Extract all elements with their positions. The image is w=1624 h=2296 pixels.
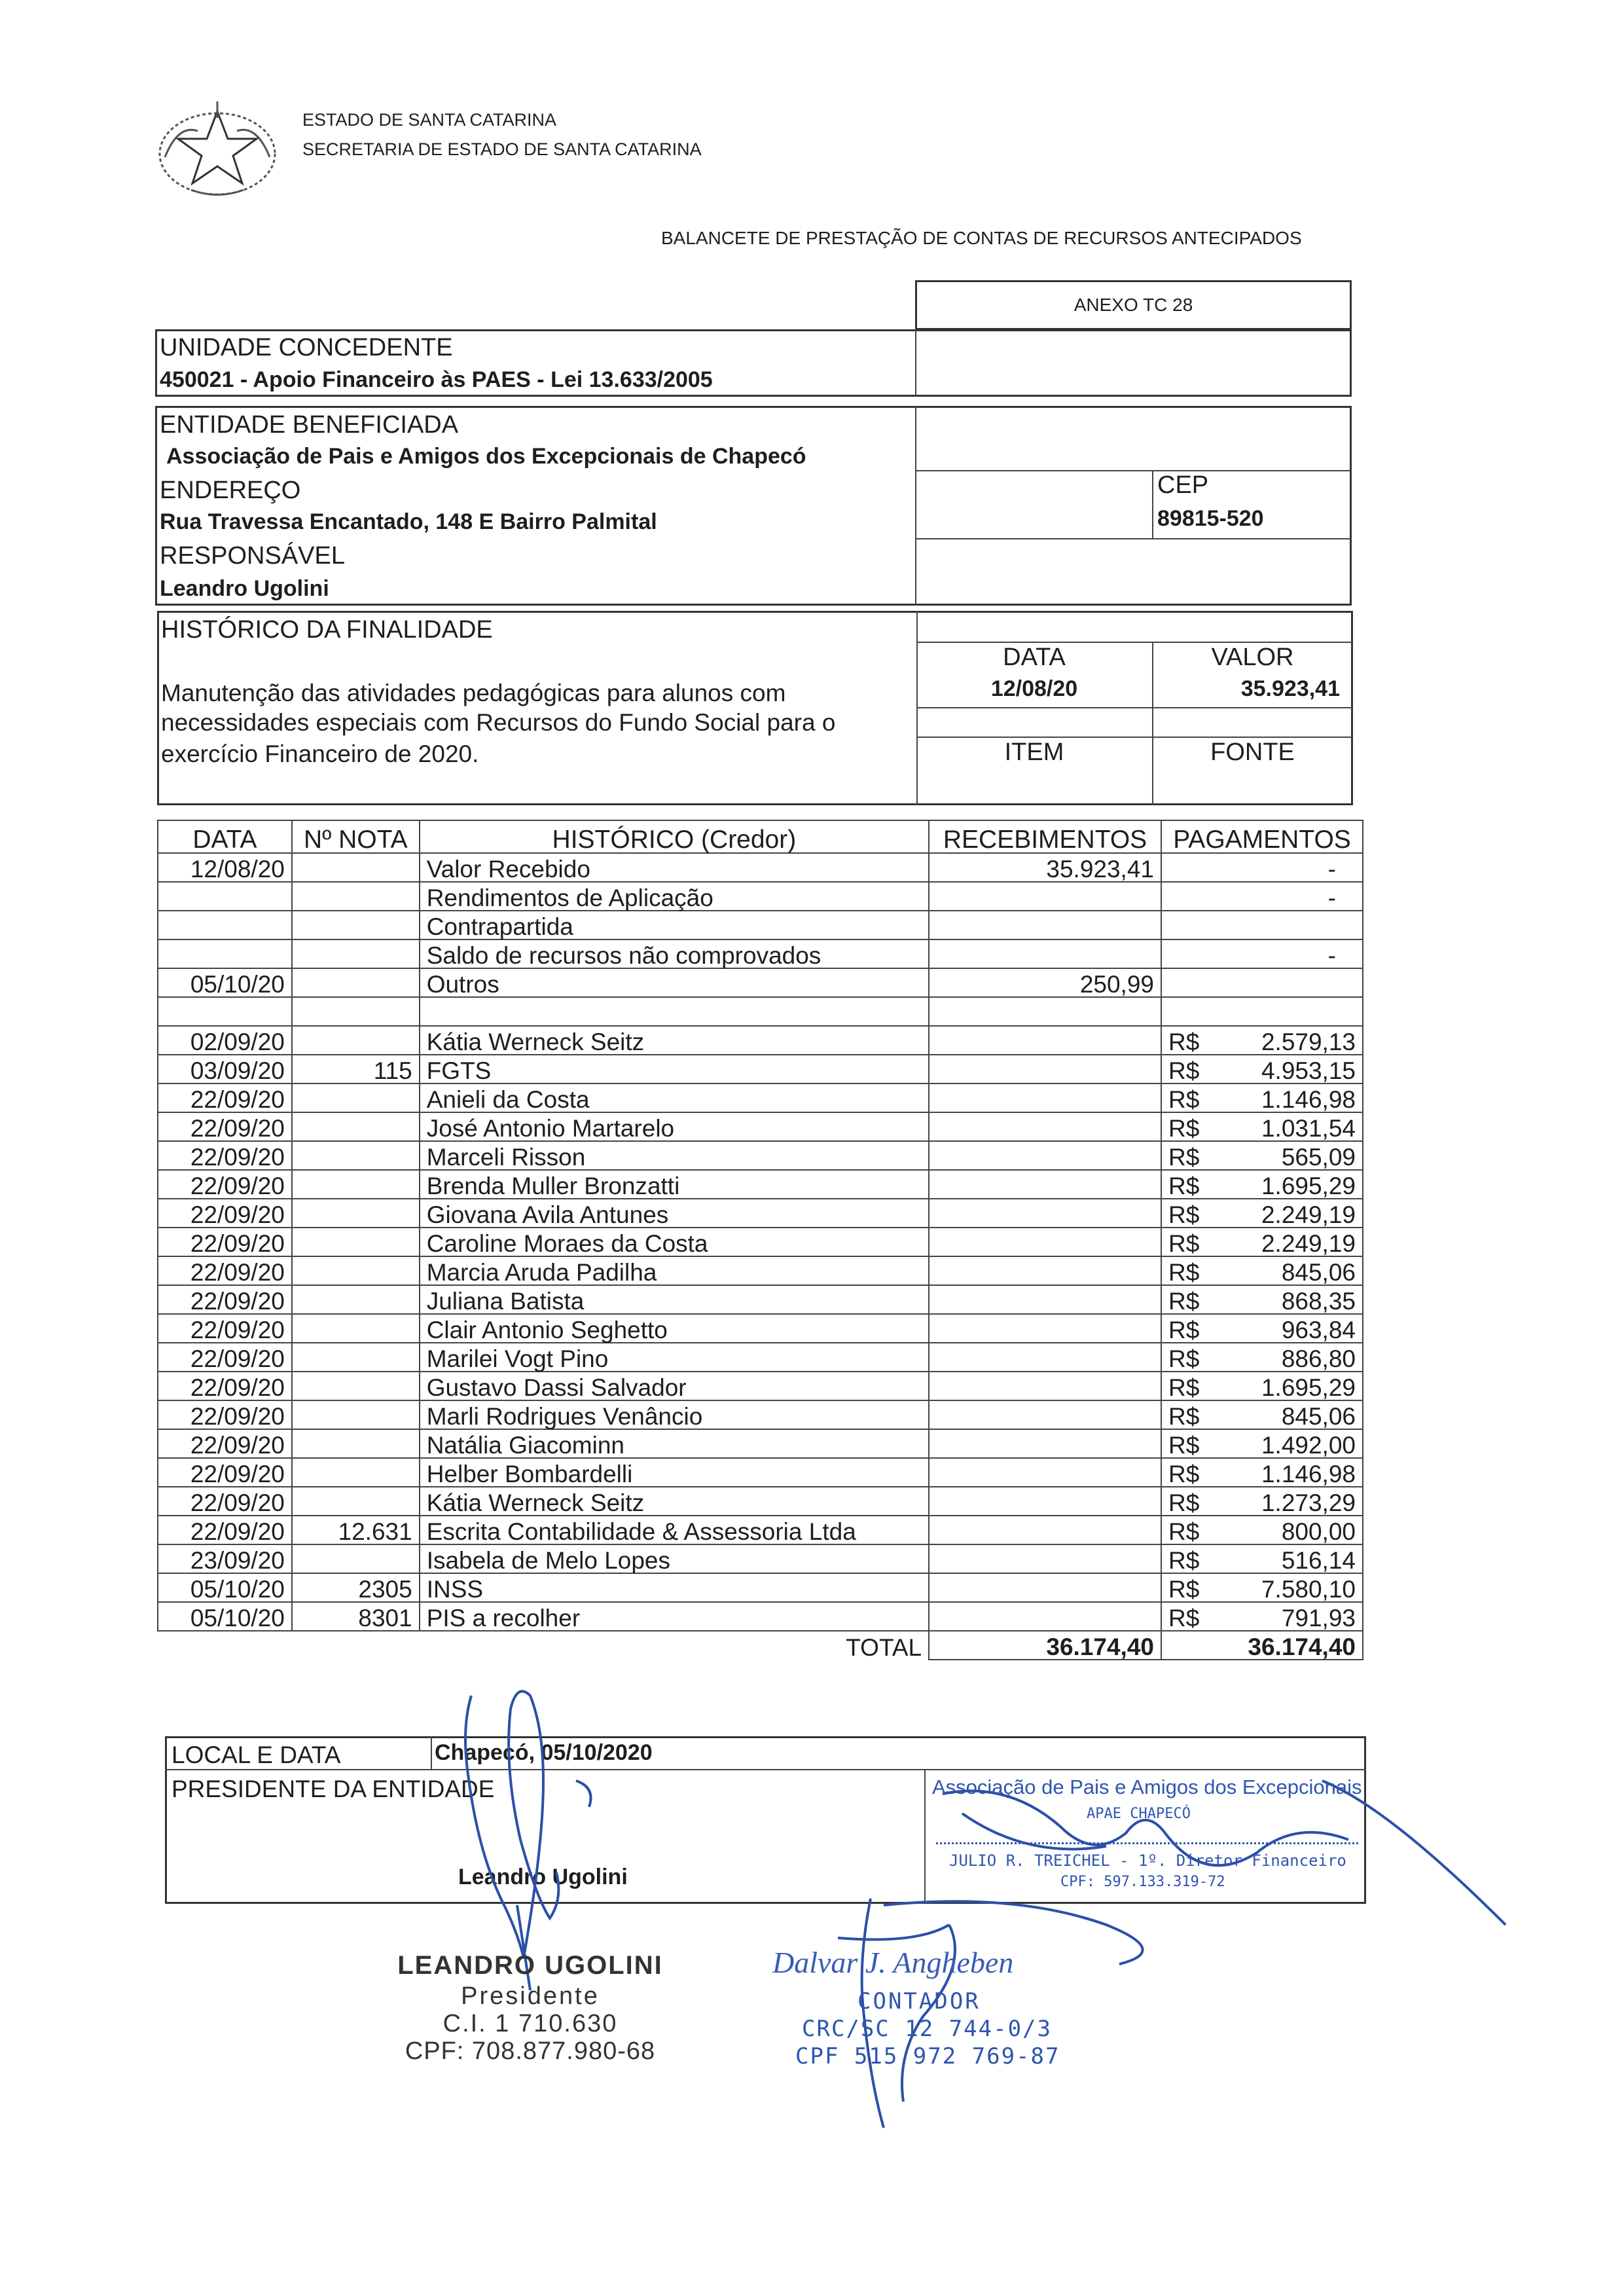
- row-nota: [292, 1343, 420, 1372]
- item-label: ITEM: [1004, 738, 1064, 766]
- row-pagamento: [1161, 1026, 1363, 1055]
- historico-label: HISTÓRICO DA FINALIDADE: [161, 616, 493, 644]
- valor-label: VALOR: [1211, 644, 1294, 671]
- row-pagamento: [1161, 1141, 1363, 1170]
- data-label: DATA: [1003, 644, 1066, 671]
- payment-value: 886,80: [1281, 1345, 1356, 1372]
- receipt-row: [158, 853, 1363, 882]
- row-recebimento: [929, 1228, 1161, 1256]
- payment-value: 2.249,19: [1261, 1230, 1356, 1257]
- currency-symbol: R$: [1168, 1317, 1200, 1343]
- payment-amount: [1168, 1260, 1356, 1285]
- row-nota: 2305: [292, 1573, 420, 1602]
- row-pagamento: [1161, 1343, 1363, 1372]
- row-pagamento: [1161, 1170, 1363, 1199]
- row-pagamento: [1161, 1400, 1363, 1429]
- currency-symbol: R$: [1168, 1230, 1200, 1257]
- row-recebimento: [929, 997, 1161, 1026]
- payment-value: 1.031,54: [1261, 1115, 1356, 1142]
- row-historico: Marcia Aruda Padilha: [420, 1256, 929, 1285]
- col-historico-header: HISTÓRICO (Credor): [420, 820, 929, 853]
- currency-symbol: R$: [1168, 1173, 1200, 1199]
- payment-value: 2.579,13: [1261, 1029, 1356, 1055]
- payment-value: 845,06: [1281, 1403, 1356, 1430]
- row-recebimento: [929, 1602, 1161, 1631]
- payment-row: [158, 1343, 1363, 1372]
- row-pagamento: [1161, 1285, 1363, 1314]
- row-recebimento: [929, 1026, 1161, 1055]
- row-date: 22/09/20: [158, 1458, 292, 1487]
- row-recebimento: [929, 939, 1161, 968]
- total-payments: 36.174,40: [1161, 1631, 1363, 1660]
- col-nota-header: Nº NOTA: [292, 820, 420, 853]
- row-pagamento: -: [1161, 853, 1363, 882]
- row-historico: Valor Recebido: [420, 853, 929, 882]
- payment-row: [158, 1026, 1363, 1055]
- col-data-header: DATA: [158, 820, 292, 853]
- data-value: 12/08/20: [990, 676, 1078, 701]
- row-nota: [292, 1256, 420, 1285]
- row-historico: Giovana Avila Antunes: [420, 1199, 929, 1228]
- row-recebimento: [929, 1170, 1161, 1199]
- payment-row: [158, 1516, 1363, 1544]
- payment-value: 1.492,00: [1261, 1432, 1356, 1459]
- payment-amount: [1168, 1548, 1356, 1573]
- row-historico: FGTS: [420, 1055, 929, 1084]
- state-coat-of-arms-logo: [152, 98, 283, 203]
- payment-value: 791,93: [1281, 1605, 1356, 1631]
- president-stamp-id: C.I. 1 710.630: [442, 2010, 618, 2037]
- row-historico: José Antonio Martarelo: [420, 1112, 929, 1141]
- valor-value: 35.923,41: [1240, 676, 1340, 701]
- payment-value: 963,84: [1281, 1317, 1356, 1343]
- row-nota: [292, 853, 420, 882]
- row-historico: Marceli Risson: [420, 1141, 929, 1170]
- row-historico: Natália Giacominn: [420, 1429, 929, 1458]
- row-historico: Kátia Werneck Seitz: [420, 1026, 929, 1055]
- row-pagamento: -: [1161, 939, 1363, 968]
- row-date: 22/09/20: [158, 1112, 292, 1141]
- payment-row: [158, 1573, 1363, 1602]
- row-historico: INSS: [420, 1573, 929, 1602]
- row-date: 12/08/20: [158, 853, 292, 882]
- row-pagamento: [1161, 1256, 1363, 1285]
- secretariat-name: SECRETARIA DE ESTADO DE SANTA CATARINA: [302, 139, 702, 159]
- row-historico: Helber Bombardelli: [420, 1458, 929, 1487]
- contador-stamp-role: CONTADOR: [857, 1988, 981, 2014]
- row-nota: [292, 968, 420, 997]
- row-recebimento: [929, 1516, 1161, 1544]
- row-recebimento: [929, 1199, 1161, 1228]
- contador-stamp-crc: CRC/SC 12 744-0/3: [802, 2016, 1052, 2042]
- row-recebimento: [929, 1141, 1161, 1170]
- currency-symbol: R$: [1168, 1201, 1200, 1228]
- payment-row: [158, 1314, 1363, 1343]
- row-nota: [292, 1372, 420, 1400]
- row-pagamento: [1161, 1602, 1363, 1631]
- row-nota: [292, 939, 420, 968]
- ledger-table: [157, 820, 1363, 1660]
- row-recebimento: 250,99: [929, 968, 1161, 997]
- historico-text-line1: Manutenção das atividades pedagógicas para alunos com: [161, 680, 786, 706]
- row-recebimento: [929, 1372, 1161, 1400]
- entity-stamp-line2: APAE CHAPECÓ: [1087, 1806, 1191, 1822]
- historico-text-line3: exercício Financeiro de 2020.: [161, 740, 479, 767]
- row-date: [158, 997, 292, 1026]
- row-date: 05/10/20: [158, 1573, 292, 1602]
- payment-row: [158, 1429, 1363, 1458]
- row-date: 22/09/20: [158, 1400, 292, 1429]
- payment-row: [158, 1084, 1363, 1112]
- currency-symbol: R$: [1168, 1144, 1200, 1171]
- fonte-label: FONTE: [1210, 738, 1295, 766]
- currency-symbol: R$: [1168, 1489, 1200, 1516]
- payments-rows: [158, 1026, 1363, 1631]
- row-date: 05/10/20: [158, 1602, 292, 1631]
- currency-symbol: R$: [1168, 1403, 1200, 1430]
- row-historico: Kátia Werneck Seitz: [420, 1487, 929, 1516]
- row-nota: [292, 911, 420, 939]
- currency-symbol: R$: [1168, 1547, 1200, 1574]
- payment-row: [158, 1170, 1363, 1199]
- unidade-label: UNIDADE CONCEDENTE: [160, 334, 453, 361]
- total-receipts: 36.174,40: [929, 1631, 1161, 1660]
- row-historico: Contrapartida: [420, 911, 929, 939]
- row-nota: [292, 1199, 420, 1228]
- payment-value: 1.146,98: [1261, 1086, 1356, 1113]
- row-historico: Gustavo Dassi Salvador: [420, 1372, 929, 1400]
- receipts-rows: [158, 853, 1363, 1026]
- row-date: [158, 911, 292, 939]
- row-recebimento: [929, 882, 1161, 911]
- payment-value: 1.695,29: [1261, 1374, 1356, 1401]
- row-recebimento: [929, 1487, 1161, 1516]
- row-date: 22/09/20: [158, 1256, 292, 1285]
- row-historico: Marli Rodrigues Venâncio: [420, 1400, 929, 1429]
- currency-symbol: R$: [1168, 1518, 1200, 1545]
- entidade-value: Associação de Pais e Amigos dos Excepcionais de Chapecó: [166, 444, 806, 469]
- president-stamp-name: LEANDRO UGOLINI: [397, 1951, 663, 1980]
- receipt-row: [158, 968, 1363, 997]
- payment-value: 4.953,15: [1261, 1057, 1356, 1084]
- payment-row: [158, 1372, 1363, 1400]
- contador-stamp-name: Dalvar J. Angheben: [772, 1946, 1014, 1979]
- payment-amount: [1168, 1491, 1356, 1515]
- row-nota: 8301: [292, 1602, 420, 1631]
- currency-symbol: R$: [1168, 1029, 1200, 1055]
- document-title: BALANCETE DE PRESTAÇÃO DE CONTAS DE RECURSOS ANTECIPADOS: [661, 228, 1302, 248]
- row-pagamento: [1161, 1112, 1363, 1141]
- payment-row: [158, 1458, 1363, 1487]
- payment-amount: [1168, 1231, 1356, 1256]
- payment-value: 2.249,19: [1261, 1201, 1356, 1228]
- payment-amount: [1168, 1347, 1356, 1371]
- row-pagamento: [1161, 1228, 1363, 1256]
- payment-amount: [1168, 1203, 1356, 1227]
- state-name: ESTADO DE SANTA CATARINA: [302, 110, 557, 130]
- row-pagamento: [1161, 1084, 1363, 1112]
- row-recebimento: [929, 1314, 1161, 1343]
- row-date: 22/09/20: [158, 1429, 292, 1458]
- row-recebimento: [929, 1429, 1161, 1458]
- payment-row: [158, 1112, 1363, 1141]
- payment-row: [158, 1055, 1363, 1084]
- annex-label: ANEXO TC 28: [1074, 295, 1193, 315]
- payment-value: 7.580,10: [1261, 1576, 1356, 1603]
- payment-amount: [1168, 1087, 1356, 1112]
- row-recebimento: [929, 1055, 1161, 1084]
- unidade-value: 450021 - Apoio Financeiro às PAES - Lei 13.633/2005: [160, 367, 713, 392]
- currency-symbol: R$: [1168, 1345, 1200, 1372]
- row-date: 02/09/20: [158, 1026, 292, 1055]
- president-name: Leandro Ugolini: [458, 1865, 628, 1889]
- row-recebimento: [929, 1285, 1161, 1314]
- row-date: 23/09/20: [158, 1544, 292, 1573]
- row-recebimento: [929, 1084, 1161, 1112]
- currency-symbol: R$: [1168, 1461, 1200, 1487]
- row-recebimento: [929, 1573, 1161, 1602]
- currency-symbol: R$: [1168, 1432, 1200, 1459]
- row-recebimento: [929, 1343, 1161, 1372]
- row-pagamento: [1161, 1199, 1363, 1228]
- row-nota: 115: [292, 1055, 420, 1084]
- payment-row: [158, 1285, 1363, 1314]
- row-nota: [292, 1285, 420, 1314]
- local-data-value: Chapecó, 05/10/2020: [435, 1740, 653, 1765]
- row-date: [158, 882, 292, 911]
- row-date: 22/09/20: [158, 1314, 292, 1343]
- payment-amount: [1168, 1376, 1356, 1400]
- total-row: [158, 1631, 1363, 1660]
- row-historico: Caroline Moraes da Costa: [420, 1228, 929, 1256]
- row-historico: Rendimentos de Aplicação: [420, 882, 929, 911]
- payment-value: 516,14: [1281, 1547, 1356, 1574]
- receipt-row: [158, 911, 1363, 939]
- payment-amount: [1168, 1059, 1356, 1083]
- row-pagamento: [1161, 1573, 1363, 1602]
- row-nota: [292, 1544, 420, 1573]
- payment-amount: [1168, 1433, 1356, 1457]
- row-date: 22/09/20: [158, 1228, 292, 1256]
- payment-value: 868,35: [1281, 1288, 1356, 1315]
- row-recebimento: [929, 911, 1161, 939]
- president-label: PRESIDENTE DA ENTIDADE: [171, 1776, 495, 1802]
- row-historico: Juliana Batista: [420, 1285, 929, 1314]
- row-recebimento: [929, 1256, 1161, 1285]
- currency-symbol: R$: [1168, 1115, 1200, 1142]
- row-nota: [292, 1112, 420, 1141]
- row-nota: [292, 1314, 420, 1343]
- row-nota: [292, 1026, 420, 1055]
- row-date: 22/09/20: [158, 1516, 292, 1544]
- currency-symbol: R$: [1168, 1288, 1200, 1315]
- row-recebimento: [929, 1112, 1161, 1141]
- row-pagamento: [1161, 1544, 1363, 1573]
- payment-row: [158, 1141, 1363, 1170]
- row-date: 22/09/20: [158, 1372, 292, 1400]
- president-signature: [458, 1683, 628, 1997]
- responsavel-label: RESPONSÁVEL: [160, 542, 345, 570]
- currency-symbol: R$: [1168, 1057, 1200, 1084]
- row-pagamento: [1161, 1055, 1363, 1084]
- row-recebimento: [929, 1544, 1161, 1573]
- row-nota: [292, 1141, 420, 1170]
- payment-row: [158, 1199, 1363, 1228]
- col-recebimentos-header: RECEBIMENTOS: [929, 820, 1161, 853]
- entity-stamp-line4: CPF: 597.133.319-72: [1060, 1874, 1225, 1890]
- row-nota: [292, 1228, 420, 1256]
- row-recebimento: [929, 1458, 1161, 1487]
- payment-amount: [1168, 1116, 1356, 1140]
- payment-amount: [1168, 1174, 1356, 1198]
- payment-value: 1.273,29: [1261, 1489, 1356, 1516]
- local-data-label: LOCAL E DATA: [171, 1741, 341, 1768]
- cep-label: CEP: [1157, 471, 1209, 499]
- row-pagamento: [1161, 997, 1363, 1026]
- row-pagamento: -: [1161, 882, 1363, 911]
- row-nota: [292, 1429, 420, 1458]
- row-historico: PIS a recolher: [420, 1602, 929, 1631]
- receipt-row: [158, 997, 1363, 1026]
- total-label: TOTAL: [158, 1631, 929, 1660]
- col-pagamentos-header: PAGAMENTOS: [1161, 820, 1363, 853]
- currency-symbol: R$: [1168, 1576, 1200, 1603]
- currency-symbol: R$: [1168, 1086, 1200, 1113]
- row-nota: [292, 1400, 420, 1429]
- row-nota: [292, 1084, 420, 1112]
- payment-amount: [1168, 1606, 1356, 1630]
- payment-amount: [1168, 1145, 1356, 1169]
- row-date: 22/09/20: [158, 1487, 292, 1516]
- row-historico: Isabela de Melo Lopes: [420, 1544, 929, 1573]
- row-date: 22/09/20: [158, 1285, 292, 1314]
- payment-amount: [1168, 1462, 1356, 1486]
- row-date: 03/09/20: [158, 1055, 292, 1084]
- payment-row: [158, 1602, 1363, 1631]
- president-stamp-role: Presidente: [461, 1982, 600, 2010]
- row-pagamento: [1161, 911, 1363, 939]
- endereco-value: Rua Travessa Encantado, 148 E Bairro Palmital: [160, 509, 657, 534]
- row-nota: [292, 997, 420, 1026]
- row-nota: [292, 1170, 420, 1199]
- payment-amount: [1168, 1318, 1356, 1342]
- payment-row: [158, 1400, 1363, 1429]
- row-date: 05/10/20: [158, 968, 292, 997]
- row-date: 22/09/20: [158, 1141, 292, 1170]
- row-nota: [292, 882, 420, 911]
- row-pagamento: [1161, 1487, 1363, 1516]
- row-date: 22/09/20: [158, 1343, 292, 1372]
- row-historico: Clair Antonio Seghetto: [420, 1314, 929, 1343]
- payment-amount: [1168, 1577, 1356, 1601]
- payment-amount: [1168, 1289, 1356, 1313]
- payment-row: [158, 1487, 1363, 1516]
- receipt-row: [158, 882, 1363, 911]
- payment-value: 1.146,98: [1261, 1461, 1356, 1487]
- row-historico: Brenda Muller Bronzatti: [420, 1170, 929, 1199]
- row-historico: Escrita Contabilidade & Assessoria Ltda: [420, 1516, 929, 1544]
- row-date: 22/09/20: [158, 1199, 292, 1228]
- currency-symbol: R$: [1168, 1374, 1200, 1401]
- historico-text-line2: necessidades especiais com Recursos do Fundo Social para o: [161, 709, 836, 736]
- row-date: 22/09/20: [158, 1170, 292, 1199]
- payment-amount: [1168, 1404, 1356, 1429]
- payment-value: 565,09: [1281, 1144, 1356, 1171]
- row-recebimento: [929, 1400, 1161, 1429]
- cep-value: 89815-520: [1157, 506, 1264, 531]
- payment-value: 845,06: [1281, 1259, 1356, 1286]
- row-pagamento: [1161, 1429, 1363, 1458]
- payment-value: 800,00: [1281, 1518, 1356, 1545]
- currency-symbol: R$: [1168, 1259, 1200, 1286]
- row-pagamento: [1161, 1314, 1363, 1343]
- entity-stamp-line1: Associação de Pais e Amigos dos Excepcionais: [932, 1776, 1362, 1798]
- row-pagamento: [1161, 1372, 1363, 1400]
- payment-value: 1.695,29: [1261, 1173, 1356, 1199]
- receipt-row: [158, 939, 1363, 968]
- row-nota: 12.631: [292, 1516, 420, 1544]
- payment-row: [158, 1256, 1363, 1285]
- row-date: 22/09/20: [158, 1084, 292, 1112]
- responsavel-value: Leandro Ugolini: [160, 576, 329, 601]
- row-pagamento: [1161, 1458, 1363, 1487]
- row-nota: [292, 1487, 420, 1516]
- row-pagamento: [1161, 968, 1363, 997]
- contador-stamp-cpf: CPF 515 972 769-87: [795, 2043, 1060, 2069]
- payment-amount: [1168, 1030, 1356, 1054]
- payment-row: [158, 1544, 1363, 1573]
- row-historico: Saldo de recursos não comprovados: [420, 939, 929, 968]
- row-date: [158, 939, 292, 968]
- entidade-label: ENTIDADE BENEFICIADA: [160, 411, 459, 439]
- row-historico: Anieli da Costa: [420, 1084, 929, 1112]
- payment-amount: [1168, 1520, 1356, 1544]
- row-recebimento: 35.923,41: [929, 853, 1161, 882]
- row-historico: Outros: [420, 968, 929, 997]
- row-pagamento: [1161, 1516, 1363, 1544]
- currency-symbol: R$: [1168, 1605, 1200, 1631]
- entity-stamp-line3: JULIO R. TREICHEL - 1º. Diretor Financeiro: [949, 1851, 1346, 1870]
- endereco-label: ENDEREÇO: [160, 477, 301, 504]
- president-stamp-cpf: CPF: 708.877.980-68: [405, 2037, 656, 2065]
- payment-row: [158, 1228, 1363, 1256]
- row-nota: [292, 1458, 420, 1487]
- row-historico: [420, 997, 929, 1026]
- ledger-header-row: [158, 820, 1363, 853]
- row-historico: Marilei Vogt Pino: [420, 1343, 929, 1372]
